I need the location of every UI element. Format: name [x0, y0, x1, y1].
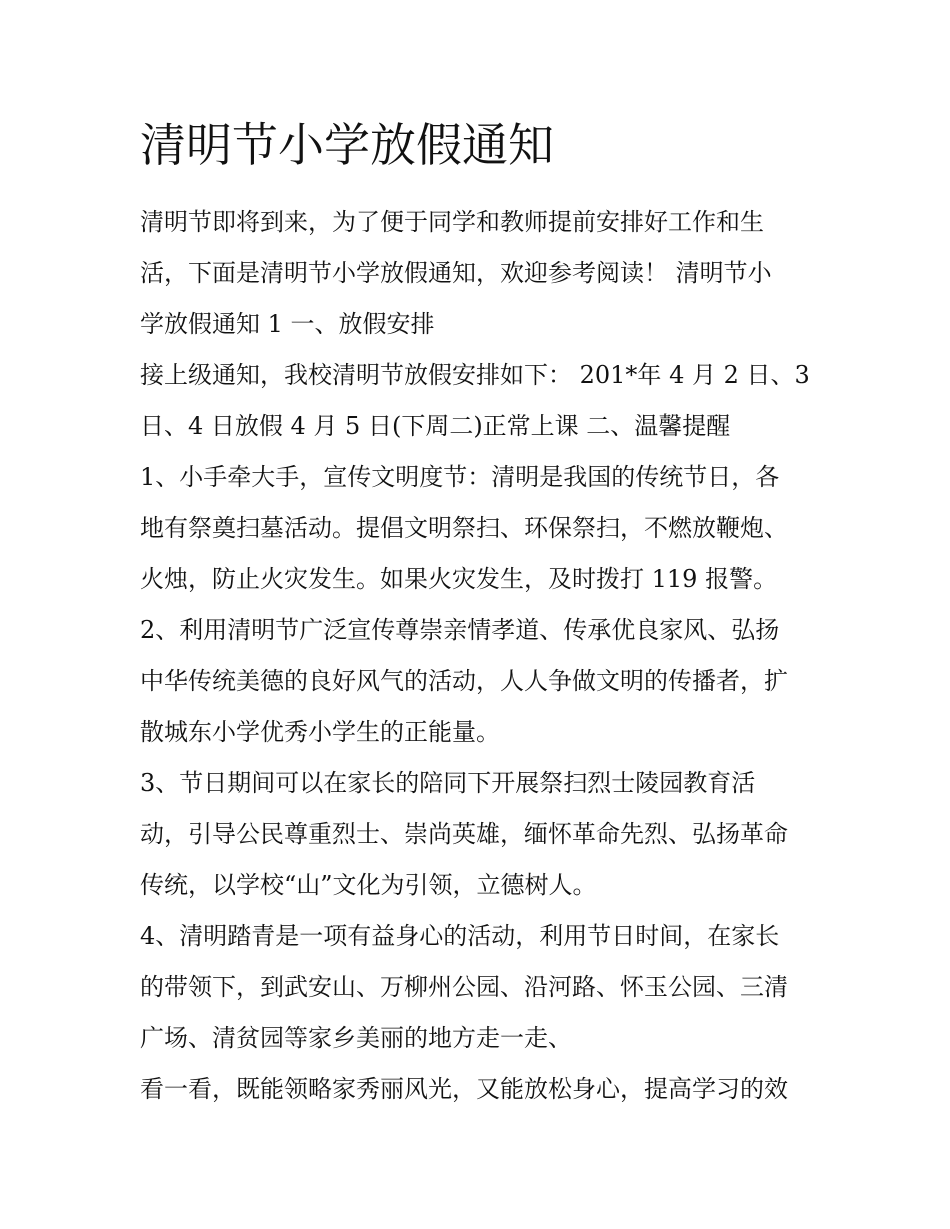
paragraph-line: 清明节即将到来，为了便于同学和教师提前安排好工作和生 [140, 208, 764, 236]
paragraph-line: 4、清明踏青是一项有益身心的活动，利用节日时间，在家长 [140, 922, 780, 950]
paragraph-line: 3、节日期间可以在家长的陪同下开展祭扫烈士陵园教育活 [140, 769, 756, 797]
paragraph-line: 传统，以学校“山”文化为引领，立德树人。 [140, 871, 597, 899]
paragraph-line: 活，下面是清明节小学放假通知，欢迎参考阅读！ 清明节小 [140, 259, 772, 287]
document-title: 清明节小学放假通知 [140, 118, 554, 172]
paragraph-line: 1、小手牵大手，宣传文明度节：清明是我国的传统节日，各 [140, 463, 780, 491]
paragraph-line: 地有祭奠扫墓活动。提倡文明祭扫、环保祭扫，不燃放鞭炮、 [140, 514, 788, 542]
paragraph-line: 散城东小学优秀小学生的正能量。 [140, 718, 500, 746]
paragraph-line: 广场、清贫园等家乡美丽的地方走一走、 [140, 1024, 572, 1052]
paragraph-line: 2、利用清明节广泛宣传尊崇亲情孝道、传承优良家风、弘扬 [140, 616, 780, 644]
paragraph-line: 火烛，防止火灾发生。如果火灾发生，及时拨打 119 报警。 [140, 565, 778, 593]
paragraph-line: 动，引导公民尊重烈士、崇尚英雄，缅怀革命先烈、弘扬革命 [140, 820, 788, 848]
paragraph-line: 中华传统美德的良好风气的活动，人人争做文明的传播者，扩 [140, 667, 788, 695]
paragraph-line: 学放假通知 1 一、放假安排 [140, 310, 435, 338]
paragraph-line: 日、4 日放假 4 月 5 日(下周二)正常上课 二、温馨提醒 [140, 412, 731, 440]
paragraph-line: 接上级通知，我校清明节放假安排如下： 201*年 4 月 2 日、3 [140, 361, 810, 389]
paragraph-line: 看一看，既能领略家秀丽风光，又能放松身心，提高学习的效 [140, 1075, 788, 1103]
paragraph-line: 的带领下，到武安山、万柳州公园、沿河路、怀玉公园、三清 [140, 973, 788, 1001]
